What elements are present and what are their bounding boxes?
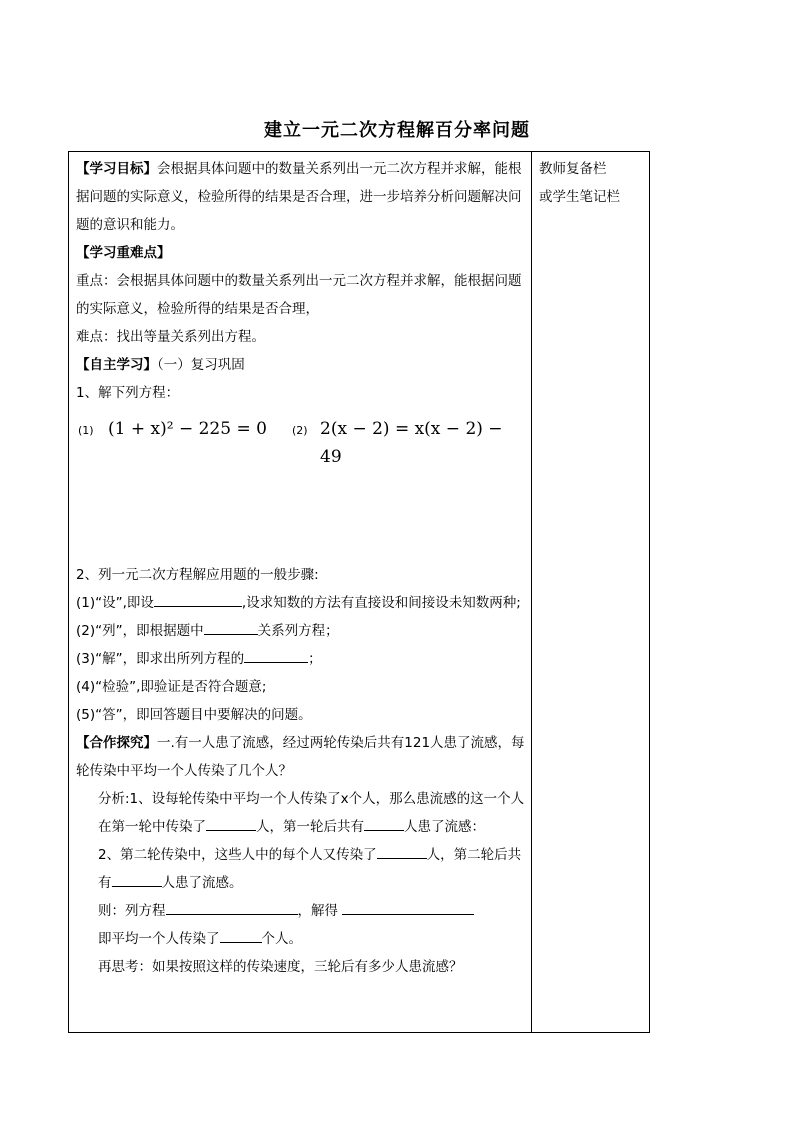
- analysis-4-tail: 个人。: [261, 931, 302, 947]
- page-title: 建立一元二次方程解百分率问题: [264, 120, 530, 141]
- analysis-4-text: 即平均一个人传染了: [98, 931, 220, 947]
- notes-column: [539, 155, 649, 211]
- rethink: 再思考：如果按照这样的传染速度，三轮后有多少人患流感？: [98, 959, 463, 975]
- blank-6[interactable]: [377, 842, 427, 859]
- self-study: [76, 351, 528, 379]
- coop-question-text: 一.有一人患了流感，经过两轮传染后共有121人患了流感，每轮传染中平均一个人传染了几个人？: [76, 735, 525, 779]
- equations-row: [76, 415, 528, 467]
- blank-8[interactable]: [166, 898, 298, 915]
- key-point: 重点：会根据具体问题中的数量关系列出一元二次方程并求解，能根据问题的实际意义，检验所得的结果是否合理，: [76, 273, 522, 317]
- step-2-text: (2)“列”，即根据题中: [76, 623, 204, 639]
- analysis-1-text: 分析:1、设每轮传染中平均一个人传染了x个人，那么患流感的这一个人在第一轮中传染了: [98, 791, 525, 835]
- coop-heading: 【合作探究】: [76, 735, 157, 751]
- analysis-2-text: 2、第二轮传染中，这些人中的每个人又传染了: [98, 847, 377, 863]
- step-2-tail: 关系列方程；: [257, 623, 339, 639]
- difficulty-heading: 【学习重难点】: [76, 245, 171, 261]
- hard-point: 难点：找出等量关系列出方程。: [76, 329, 265, 345]
- analysis-3-mid: ，解得: [297, 903, 338, 919]
- notes-label-1: 教师复备栏: [539, 161, 607, 177]
- blank-7[interactable]: [112, 870, 162, 887]
- step-1-text: (1)“设”,即设: [76, 595, 154, 611]
- analysis-1-tail: 人患了流感：: [404, 819, 485, 835]
- column-divider: [531, 152, 532, 1032]
- notes-label-2: 或学生笔记栏: [539, 189, 620, 205]
- step-3-tail: ；: [308, 651, 322, 667]
- equation-1-label: (1): [78, 424, 94, 437]
- step-1: [76, 589, 528, 617]
- question-1: 1、解下列方程：: [76, 385, 180, 401]
- blank-1[interactable]: [154, 590, 242, 607]
- equation-2-label: (2): [292, 424, 308, 437]
- step-3-text: (3)“解”，即求出所列方程的: [76, 651, 245, 667]
- step-3: [76, 645, 528, 673]
- step-2: [76, 617, 528, 645]
- equation-2: 2(x − 2) = x(x − 2) − 49: [320, 419, 503, 467]
- blank-3[interactable]: [244, 646, 308, 663]
- step-1-tail: ,设求知数的方法有直接设和间接设未知数两种;: [241, 595, 521, 611]
- analysis-3: [76, 897, 528, 925]
- coop-question: [76, 729, 528, 785]
- blank-5[interactable]: [364, 814, 404, 831]
- goal-heading: 【学习目标】: [76, 161, 157, 177]
- content-column: [76, 155, 528, 981]
- analysis-1-mid: 人，第一轮后共有: [256, 819, 364, 835]
- analysis-1: [76, 785, 528, 841]
- question-2: 2、列一元二次方程解应用题的一般步骤:: [76, 567, 319, 583]
- step-4: (4)“检验”,即验证是否符合题意;: [76, 679, 267, 695]
- analysis-2: [76, 841, 528, 897]
- self-study-heading: 【自主学习】: [76, 357, 157, 373]
- analysis-3-text: 则：列方程: [98, 903, 166, 919]
- analysis-2-tail: 人患了流感。: [161, 875, 243, 891]
- goal-text: 会根据具体问题中的数量关系列出一元二次方程并求解，能根据问题的实际意义，检验所得的结果是否合理，进一步培养分析问题解决问题的意识和能力。: [76, 161, 522, 233]
- worksheet-table: [68, 151, 650, 1033]
- equation-1: (1 + x)² − 225 = 0: [108, 419, 267, 439]
- blank-2[interactable]: [204, 618, 258, 635]
- step-5: (5)“答”，即回答题目中要解决的问题。: [76, 707, 312, 723]
- blank-10[interactable]: [220, 926, 262, 943]
- analysis-4: [76, 925, 528, 953]
- blank-4[interactable]: [206, 814, 256, 831]
- analysis-2-mid: 人，第二轮后共有: [98, 847, 522, 891]
- self-study-sub: （一）复习巩固: [157, 357, 245, 373]
- learning-goal: [76, 155, 528, 239]
- blank-9[interactable]: [342, 898, 474, 915]
